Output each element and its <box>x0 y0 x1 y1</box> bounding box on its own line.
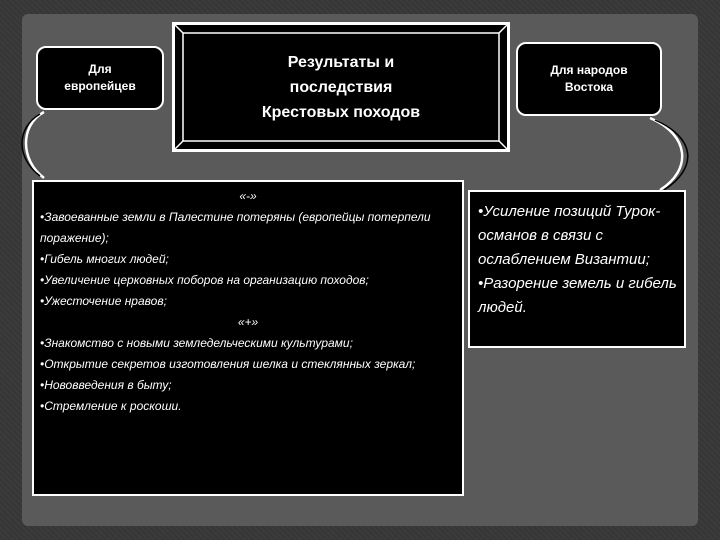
positive-heading: «+» <box>237 315 259 329</box>
europeans-results-box <box>32 180 464 496</box>
positive-item: •Стремление к роскоши. <box>40 399 182 413</box>
east-label-line: Востока <box>564 80 614 94</box>
negative-item: •Завоеванные земли в Палестине потеряны (европейцы потерпели поражение); <box>40 210 431 245</box>
central-title-line: последствия <box>289 78 393 96</box>
east-item: •Усиление позиций Турок-османов в связи с ослаблением Византии; <box>478 203 661 268</box>
east-label-line: Для народов <box>550 63 628 77</box>
central-title-line: Крестовых походов <box>261 103 421 121</box>
europeans-label-box <box>36 46 164 110</box>
east-results-box <box>468 190 686 348</box>
left-connector-arc <box>26 112 44 178</box>
negative-item: •Увеличение церковных поборов на организацию походов; <box>40 273 369 287</box>
east-item: •Разорение земель и гибель людей. <box>478 275 677 316</box>
europeans-label-line: Для <box>88 62 112 76</box>
central-title-box <box>172 22 510 152</box>
negative-item: •Гибель многих людей; <box>40 252 169 266</box>
positive-item: •Знакомство с новыми земледельческими культурами; <box>40 336 353 350</box>
negative-item: •Ужесточение нравов; <box>40 294 167 308</box>
east-label-box <box>516 42 662 116</box>
positive-item: •Нововведения в быту; <box>40 378 172 392</box>
negative-heading: «-» <box>239 189 257 203</box>
central-title-line: Результаты и <box>287 53 395 71</box>
europeans-label-line: европейцев <box>64 79 136 93</box>
central-title <box>262 50 420 125</box>
positive-item: •Открытие секретов изготовления шелка и стеклянных зеркал; <box>40 357 416 371</box>
